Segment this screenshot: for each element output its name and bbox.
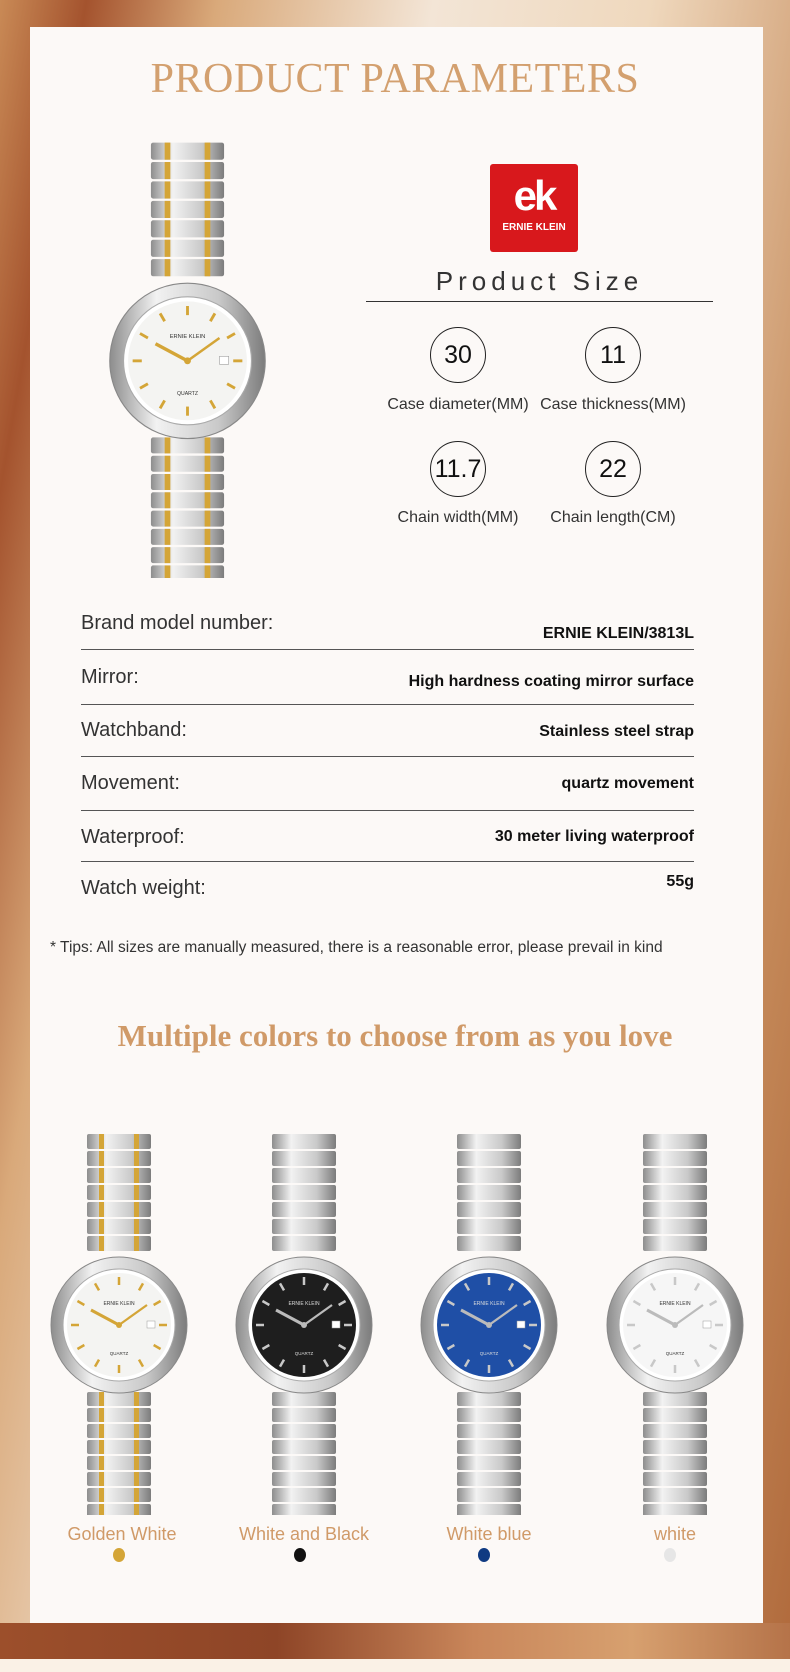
color-option-watch[interactable] [49,1130,189,1515]
case-diameter-value: 30 [430,327,486,383]
product-watch-image [100,138,275,578]
svg-text:ERNIE KLEIN: ERNIE KLEIN [659,1301,691,1307]
watch-illustration [605,1130,745,1515]
svg-text:QUARTZ: QUARTZ [665,1351,685,1356]
background-strip [0,1659,790,1672]
watch-illustration [100,138,275,578]
spec-label: Watch weight: [81,877,206,899]
spec-divider [81,810,694,811]
color-name: white [653,1524,697,1544]
spec-divider [81,704,694,705]
spec-value: High hardness coating mirror surface [408,673,694,690]
color-swatch[interactable] [664,1548,676,1562]
svg-text:ERNIE KLEIN: ERNIE KLEIN [103,1301,135,1307]
watch-illustration [49,1130,189,1515]
colors-title: Multiple colors to choose from as you love [117,1018,673,1053]
color-swatch[interactable] [113,1548,125,1562]
spec-label: Watchband: [81,719,187,741]
product-size-heading: Product Size [435,266,644,296]
svg-text:ERNIE KLEIN: ERNIE KLEIN [169,334,206,340]
spec-divider [81,861,694,862]
color-option-watch[interactable] [605,1130,745,1515]
page-title: PRODUCT PARAMETERS [150,56,640,102]
chain-width-label: Chain width(MM) [397,509,519,526]
spec-divider [81,649,694,650]
svg-text:QUARTZ: QUARTZ [294,1351,314,1356]
svg-text:QUARTZ: QUARTZ [109,1351,129,1356]
divider [366,301,713,302]
logo-brand: ERNIE KLEIN [502,222,566,233]
spec-label: Brand model number: [81,612,274,634]
svg-text:ERNIE KLEIN: ERNIE KLEIN [473,1301,505,1307]
color-name: White and Black [238,1524,370,1544]
watch-illustration [419,1130,559,1515]
svg-text:QUARTZ: QUARTZ [479,1351,499,1356]
chain-length-label: Chain length(CM) [550,509,676,526]
spec-label: Movement: [81,772,180,794]
svg-text:ERNIE KLEIN: ERNIE KLEIN [288,1301,320,1307]
spec-value: quartz movement [561,775,694,792]
spec-value: 30 meter living waterproof [494,828,694,845]
svg-text:QUARTZ: QUARTZ [177,391,198,398]
color-name: Golden White [67,1524,177,1544]
spec-value: ERNIE KLEIN/3813L [542,625,694,642]
logo-mark: ek [513,172,555,219]
color-option-watch[interactable] [234,1130,374,1515]
case-diameter-label: Case diameter(MM) [387,396,529,413]
background-band [0,1623,790,1659]
case-thickness-value: 11 [585,327,641,383]
color-swatch[interactable] [294,1548,306,1562]
spec-value: 55g [666,873,694,890]
brand-logo [490,164,578,252]
tips-note: * Tips: All sizes are manually measured, there is a reasonable error, please prevail in kind [50,939,663,956]
color-option-watch[interactable] [419,1130,559,1515]
spec-label: Mirror: [81,666,139,688]
chain-width-value: 11.7 [430,441,486,497]
spec-value: Stainless steel strap [539,723,694,740]
spec-label: Waterproof: [81,826,185,848]
spec-divider [81,756,694,757]
watch-illustration [234,1130,374,1515]
color-name: White blue [446,1524,532,1544]
chain-length-value: 22 [585,441,641,497]
color-swatch[interactable] [478,1548,490,1562]
case-thickness-label: Case thickness(MM) [540,396,686,413]
